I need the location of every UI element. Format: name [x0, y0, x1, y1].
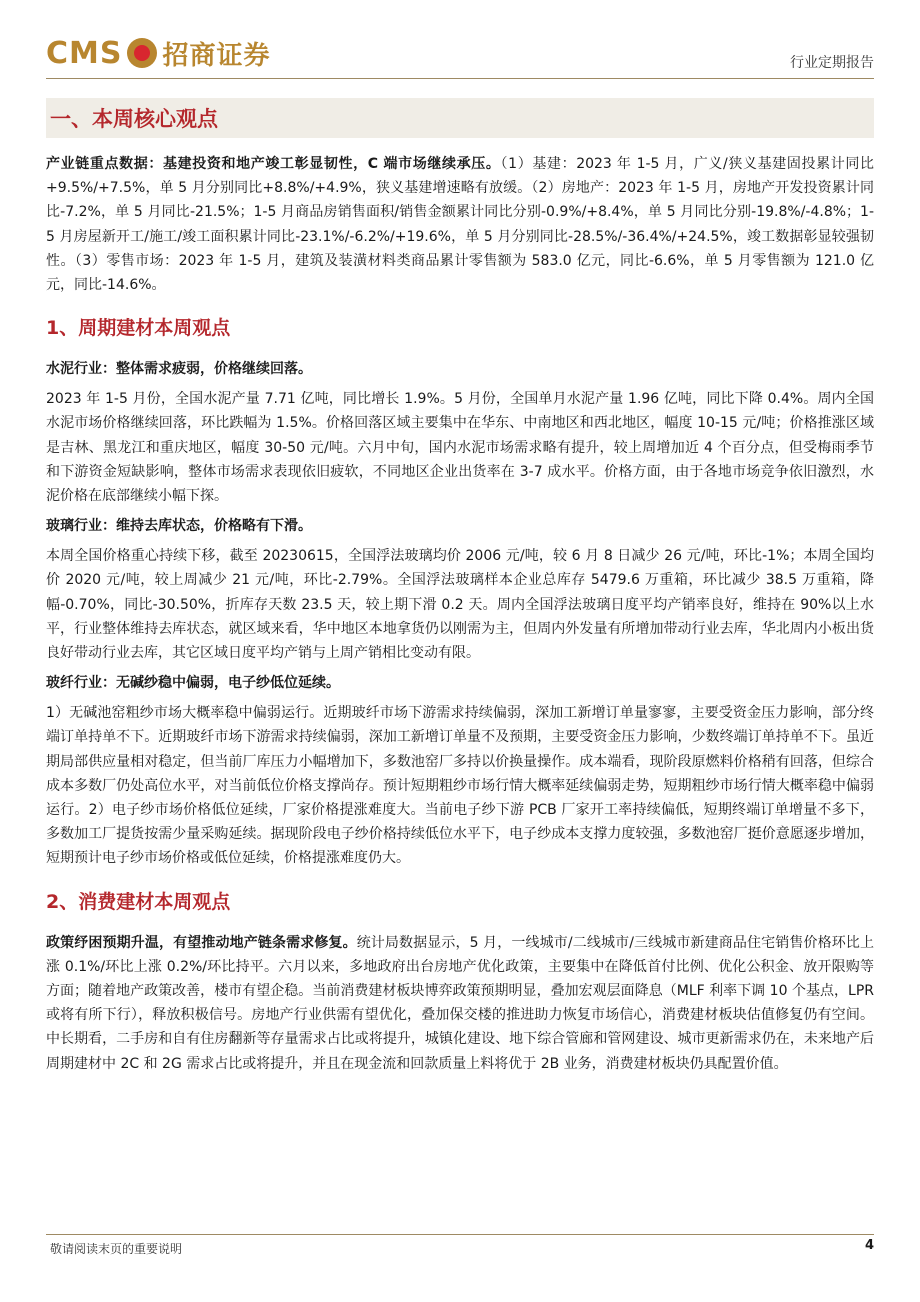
- section-title-consumer: 2、消费建材本周观点: [46, 890, 231, 913]
- cms-logo: [46, 30, 271, 76]
- section-title-core-views: 一、本周核心观点: [50, 107, 218, 131]
- page-header: [46, 30, 874, 76]
- section-title-band: [46, 98, 874, 138]
- disclaimer-note: 敬请阅读末页的重要说明: [50, 1242, 183, 1256]
- logo-latin: CMS: [46, 35, 123, 71]
- fiberglass-paragraph: 1）无碱池窑粗纱市场大概率稳中偏弱运行。近期玻纤市场下游需求持续偏弱，深加工新增订单量寥寥，主要受资金压力影响，部分终端订单持单不下。近期玻纤市场下游需求持续偏弱，深加工新增订单量不及预期，主要受资金压力影响，少数终端订单持单不下。虽近期局部供应量相对稳定，但当前厂库压力小幅增加下，多数池窑厂多持以价换量操作。成本端看，现阶段原燃料价格稍有回落，但综合成本多数厂仍处高位水平，对当前低位价格支撑尚存。预计短期粗纱市场行情大概率延续偏弱走势，短期粗纱市场行情大概率稳中偏弱运行。2）电子纱市场价格低位延续，厂家价格提涨难度大。当前电子纱下游 PCB 厂家开工率持续偏低，短期终端订单增量不多下，多数加工厂提货按需少量采购延续。据现阶段电子纱价格持续低位水平下，电子纱成本支撑力度较强，多数池窑厂挺价意愿逐步增加，短期预计电子纱市场价格或低位延续，价格提涨难度仍大。: [46, 705, 874, 867]
- header-divider: [46, 78, 874, 79]
- chain-data-lead: 产业链重点数据：基建投资和地产竣工彰显韧性，C 端市场继续承压。: [46, 156, 501, 172]
- document-body: [46, 98, 874, 1082]
- section-title-cyclical: 1、周期建材本周观点: [46, 317, 231, 340]
- report-type: 行业定期报告: [790, 55, 874, 71]
- chain-data-paragraph: [46, 152, 874, 297]
- consumer-lead: 政策纾困预期升温，有望推动地产链条需求修复。: [46, 934, 357, 951]
- logo-chinese: 招商证券: [162, 40, 271, 71]
- page-number: 4: [864, 1238, 874, 1253]
- glass-paragraph: 本周全国价格重心持续下移，截至 20230615，全国浮法玻璃均价 2006 元/吨，较 6 月 8 日减少 26 元/吨，环比-1%；本周全国均价 2020 元/吨，较上周减少 21 元/吨，环比-2.79%。全国浮法玻璃样本企业总库存 5479.6 万重箱，环比减少 38.5 万重箱，降幅-0.70%，同比-30.50%，折库存天数 23.5 天，较上期下滑 0.2 天。周内全国浮法玻璃日度平均产销率良好，维持在 90%以上水平，行业整体维持去库状态，就区域来看，华中地区本地拿货仍以刚需为主，但周内外发量有所增加带动行业去库，华北周内小板出货良好带动行业去库，其它区域日度平均产销与上周产销相比变动有限。: [46, 548, 874, 662]
- consumer-paragraph: [46, 931, 874, 1076]
- cement-heading: 水泥行业：整体需求疲弱，价格继续回落。: [46, 361, 312, 378]
- cement-paragraph: 2023 年 1-5 月份，全国水泥产量 7.71 亿吨，同比增长 1.9%。5 月份，全国单月水泥产量 1.96 亿吨，同比下降 0.4%。周内全国水泥市场价格继续回落，环比跌幅为 1.5%。价格回落区域主要集中在华东、中南地区和西北地区，幅度 10-15 元/吨；价格推涨区域是吉林、黑龙江和重庆地区，幅度 30-50 元/吨。六月中旬，国内水泥市场需求略有提升，较上周增加近 4 个百分点，但受梅雨季节和下游资金短缺影响，整体市场需求表现依旧疲软，不同地区企业出货率在 3-7 成水平。价格方面，由于各地市场竞争依旧激烈，水泥价格在底部继续小幅下探。: [46, 391, 874, 505]
- logo-emblem-icon: [127, 38, 157, 68]
- chain-data-text: （1）基建：2023 年 1-5 月，广义/狭义基建固投累计同比+9.5%/+7.5%，单 5 月分别同比+8.8%/+4.9%，狭义基建增速略有放缓。（2）房地产：2023 年 1-5 月，房地产开发投资累计同比-7.2%，单 5 月同比-21.5%；1-5 月商品房销售面积/销售金额累计同比分别-0.9%/+8.4%，单 5 月同比分别-19.8%/-4.8%；1-5 月房屋新开工/施工/竣工面积累计同比-23.1%/-6.2%/+19.6%，单 5 月分别同比-28.5%/-36.4%/+24.5%，竣工数据彰显较强韧性。（3）零售市场：2023 年 1-5 月，建筑及装潢材料类商品累计零售额为 583.0 亿元，同比-6.6%，单 5 月零售额为 121.0 亿元，同比-14.6%。: [46, 156, 874, 294]
- footer-divider: [46, 1234, 874, 1235]
- fiberglass-heading: 玻纤行业：无碱纱稳中偏弱，电子纱低位延续。: [46, 675, 340, 692]
- glass-heading: 玻璃行业：维持去库状态，价格略有下滑。: [46, 518, 312, 535]
- consumer-text: 统计局数据显示，5 月，一线城市/二线城市/三线城市新建商品住宅销售价格环比上涨 0.1%/环比上涨 0.2%/环比持平。六月以来，多地政府出台房地产优化政策，主要集中在降低首付比例、优化公积金、放开限购等方面；随着地产政策改善，楼市有望企稳。当前消费建材板块博弈政策预期明显，叠加宏观层面降息（MLF 利率下调 10 个基点，LPR 或将有所下行），释放积极信号。房地产行业供需有望优化，叠加保交楼的推进助力恢复市场信心，消费建材板块估值修复仍有空间。中长期看，二手房和自有住房翻新等存量需求占比或将提升，城镇化建设、地下综合管廊和管网建设、城市更新需求仍在，未来地产后周期建材中 2C 和 2G 需求占比或将提升，并且在现金流和回款质量上料将优于 2B 业务，消费建材板块仍具配置价值。: [46, 934, 874, 1072]
